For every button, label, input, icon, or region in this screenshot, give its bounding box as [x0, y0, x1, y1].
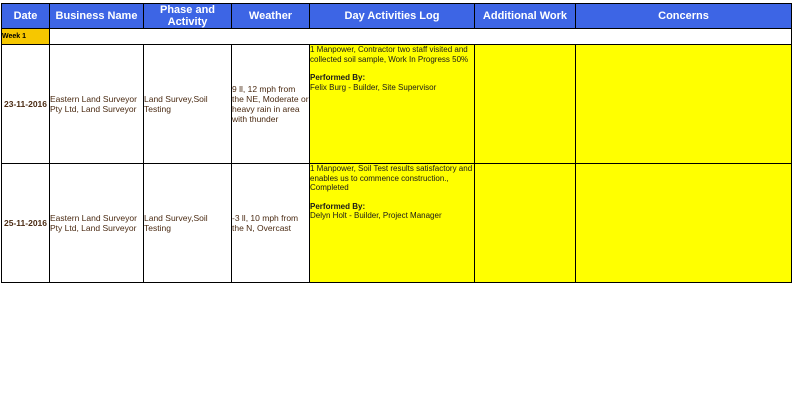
weather-cell: 9 ll, 12 mph from the NE, Moderate or heavy rain in area with thunder — [232, 45, 310, 164]
performed-by-label: Performed By: — [310, 201, 366, 211]
week-row — [2, 29, 792, 45]
table-row — [2, 164, 792, 283]
additional-work-header: Additional Work — [475, 4, 576, 29]
performed-by-label: Performed By: — [310, 73, 366, 82]
concerns-cell — [576, 164, 792, 283]
concerns-cell — [576, 45, 792, 164]
day-activities-log-cell — [310, 45, 475, 164]
day-activities-log-cell — [310, 164, 475, 283]
day-activities-log-header: Day Activities Log — [310, 4, 475, 29]
week-row-spacer — [50, 29, 792, 45]
business-name-cell: Eastern Land Surveyor Pty Ltd, Land Surveyor — [50, 164, 144, 283]
phase-activity-header: Phase and Activity — [144, 4, 232, 29]
concerns-header: Concerns — [576, 4, 792, 29]
date-cell: 25-11-2016 — [2, 164, 50, 283]
phase-activity-cell: Land Survey,Soil Testing — [144, 164, 232, 283]
additional-work-cell — [475, 45, 576, 164]
week-label: Week 1 — [2, 29, 50, 45]
business-name-header: Business Name — [50, 4, 144, 29]
performed-by-value: Delyn Holt - Builder, Project Manager — [310, 211, 442, 220]
activity-log-table — [1, 3, 792, 283]
weather-cell: -3 ll, 10 mph from the N, Overcast — [232, 164, 310, 283]
date-cell: 23-11-2016 — [2, 45, 50, 164]
date-header: Date — [2, 4, 50, 29]
business-name-cell: Eastern Land Surveyor Pty Ltd, Land Surveyor — [50, 45, 144, 164]
table-row — [2, 45, 792, 164]
header-row — [2, 4, 792, 29]
log-text: 1 Manpower, Soil Test results satisfactory and enables us to commence construction., Completed — [310, 164, 473, 192]
performed-by-value: Felix Burg - Builder, Site Supervisor — [310, 82, 437, 92]
log-text: 1 Manpower, Contractor two staff visited and collected soil sample, Work In Progress 50% — [310, 45, 469, 64]
phase-activity-cell: Land Survey,Soil Testing — [144, 45, 232, 164]
additional-work-cell — [475, 164, 576, 283]
weather-header: Weather — [232, 4, 310, 29]
